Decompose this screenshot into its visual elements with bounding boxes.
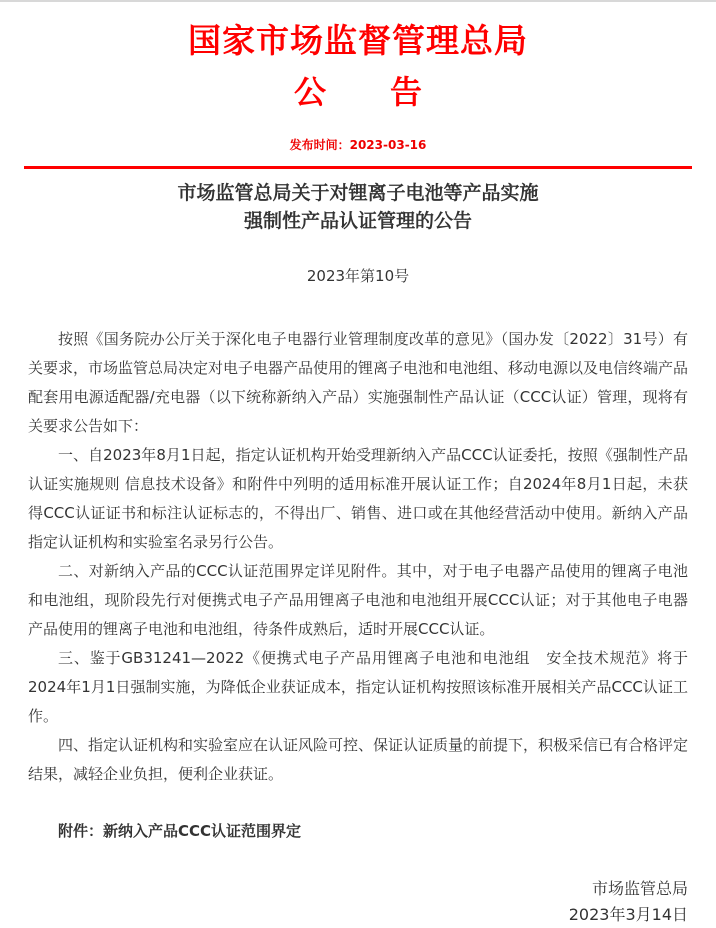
publish-time: 发布时间：2023-03-16 [289,138,427,152]
document-title-line2: 强制性产品认证管理的公告 [243,210,472,232]
body-paragraph: 三、鉴于GB31241—2022《便携式电子产品用锂离子电池和电池组 安全技术规范》将于2024年1月1日强制实施，为降低企业获证成本，指定认证机构按照该标准开展相关产品CCC认证工作。 [28,649,688,725]
attachment-line: 附件：新纳入产品CCC认证范围界定 [58,822,302,840]
signature-date: 2023年3月14日 [568,905,688,924]
document-number: 2023年第10号 [306,267,410,285]
body-paragraph: 一、自2023年8月1日起，指定认证机构开始受理新纳入产品CCC认证委托，按照《强制性产品认证实施规则 信息技术设备》和附件中列明的适用标准开展认证工作；自2024年8月1日起，未获得CCC认证证书和标注认证标志的，不得出厂、销售、进口或在其他经营活动中使用。新纳入产品指定认证机构和实验室名录另行公告。 [28,446,688,551]
agency-title: 国家市场监督管理总局 [188,21,528,60]
notice-type-title: 公 告 [293,73,422,111]
body-paragraph: 二、对新纳入产品的CCC认证范围界定详见附件。其中，对于电子电器产品使用的锂离子电池和电池组，现阶段先行对便携式电子产品用锂离子电池和电池组开展CCC认证；对于其他电子电器产品使用的锂离子电池和电池组，待条件成熟后，适时开展CCC认证。 [28,562,688,638]
signature-agency: 市场监管总局 [591,879,688,898]
document-title-line1: 市场监管总局关于对锂离子电池等产品实施 [177,182,539,204]
red-divider-line [24,166,692,169]
body-paragraph: 按照《国务院办公厅关于深化电子电器行业管理制度改革的意见》（国办发〔2022〕31号）有关要求，市场监管总局决定对电子电器产品使用的锂离子电池和电池组、移动电源以及电信终端产品配套用电源适配器/充电器（以下统称新纳入产品）实施强制性产品认证（CCC认证）管理，现将有关要求公告如下： [28,330,689,435]
body-paragraph: 四、指定认证机构和实验室应在认证风险可控、保证认证质量的前提下，积极采信已有合格评定结果，减轻企业负担，便利企业获证。 [28,736,689,783]
document-title [60,179,656,235]
signature-block [569,876,688,928]
announcement-body [28,325,688,789]
